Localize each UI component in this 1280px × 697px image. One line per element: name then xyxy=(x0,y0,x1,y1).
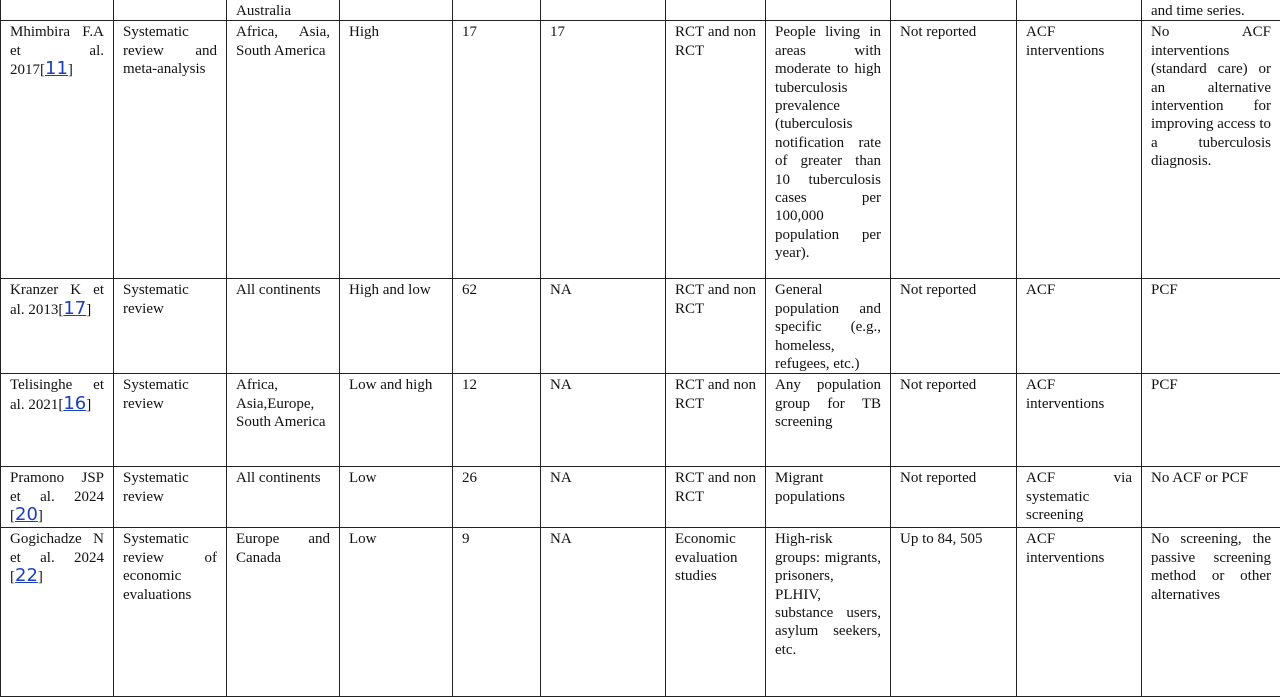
table-cell-study-type: Systematic review and meta-analysis xyxy=(114,21,227,279)
table-cell-n-included: NA xyxy=(541,528,666,697)
table-cell-sample: Up to 84, 505 xyxy=(891,528,1017,697)
table-cell-population: High-risk groups: migrants, prisoners, PLHIV, substance users, asylum seekers, etc. xyxy=(766,528,891,697)
table-cell-intervention: ACF interventions xyxy=(1017,374,1142,467)
table-cell-author: Gogichadze N et al. 2024 [22] xyxy=(1,528,114,697)
table-cell xyxy=(1,0,114,21)
table-cell-n-studies: 12 xyxy=(453,374,541,467)
table-cell-comparator: PCF xyxy=(1142,279,1280,374)
table-cell-design: RCT and non RCT xyxy=(666,21,766,279)
table-cell-n-studies: 26 xyxy=(453,467,541,528)
table-cell xyxy=(1017,0,1142,21)
table-cell-population: Migrant populations xyxy=(766,467,891,528)
table-cell-burden: High and low xyxy=(340,279,453,374)
table-cell-burden: Low and high xyxy=(340,374,453,467)
table-cell-n-included: 17 xyxy=(541,21,666,279)
table-cell-comparator: and time series. xyxy=(1142,0,1280,21)
table-cell-sample: Not reported xyxy=(891,374,1017,467)
table-cell-population: People living in areas with moderate to high tuberculosis prevalence (tuberculosis notification rate of greater than 10 tuberculosis cases per 100,000 population per year). xyxy=(766,21,891,279)
citation-link[interactable]: 20 xyxy=(15,504,38,525)
table-cell-region: All continents xyxy=(227,279,340,374)
table-cell-n-included: NA xyxy=(541,467,666,528)
table-cell-study-type: Systematic review xyxy=(114,279,227,374)
table-cell-study-type: Systematic review of economic evaluations xyxy=(114,528,227,697)
table-cell xyxy=(766,0,891,21)
citation-link[interactable]: 16 xyxy=(63,393,86,414)
table-cell-comparator: No ACF or PCF xyxy=(1142,467,1280,528)
table-cell-n-included: NA xyxy=(541,374,666,467)
table-row xyxy=(1,279,1280,374)
table-cell xyxy=(541,0,666,21)
table-cell xyxy=(891,0,1017,21)
table-cell-n-studies: 17 xyxy=(453,21,541,279)
table-cell-study-type: Systematic review xyxy=(114,374,227,467)
table-cell-author: Pramono JSP et al. 2024 [20] xyxy=(1,467,114,528)
table-cell-intervention: ACF interventions xyxy=(1017,21,1142,279)
table-cell-design: RCT and non RCT xyxy=(666,374,766,467)
citation-link[interactable]: 22 xyxy=(15,565,38,586)
author-text: Gogichadze N et al. 2024 xyxy=(10,531,104,565)
table-row xyxy=(1,374,1280,467)
table-row xyxy=(1,21,1280,279)
table-cell-comparator: No ACF interventions (standard care) or an alternative intervention for improving access to a tuberculosis diagnosis. xyxy=(1142,21,1280,279)
table-cell-study-type: Systematic review xyxy=(114,467,227,528)
table-cell-comparator: No screening, the passive screening method or other alternatives xyxy=(1142,528,1280,697)
table-cell-region: Africa, Asia, South America xyxy=(227,21,340,279)
table-cell-design: RCT and non RCT xyxy=(666,279,766,374)
table-cell-author: Telisinghe et al. 2021[16] xyxy=(1,374,114,467)
table-cell-region: Europe and Canada xyxy=(227,528,340,697)
table-cell-region: All continents xyxy=(227,467,340,528)
table-cell-sample: Not reported xyxy=(891,467,1017,528)
table-cell-sample: Not reported xyxy=(891,279,1017,374)
table-cell-burden: Low xyxy=(340,528,453,697)
table-cell-author: Kranzer K et al. 2013[17] xyxy=(1,279,114,374)
author-text: Mhimbira F.A et al. 2017 xyxy=(10,24,104,78)
table-cell-sample: Not reported xyxy=(891,21,1017,279)
table-row xyxy=(1,528,1280,697)
table-cell-intervention: ACF interventions xyxy=(1017,528,1142,697)
table-row xyxy=(1,467,1280,528)
citation-link[interactable]: 17 xyxy=(63,298,86,319)
table-cell-burden: High xyxy=(340,21,453,279)
table-cell xyxy=(453,0,541,21)
table-cell-population: Any population group for TB screening xyxy=(766,374,891,467)
author-text: Telisinghe et al. 2021 xyxy=(10,377,104,412)
author-text: Kranzer K et al. 2013 xyxy=(10,282,104,317)
table-cell-design: Economic evaluation studies xyxy=(666,528,766,697)
table-cell xyxy=(114,0,227,21)
table-cell-region: Africa, Asia,Europe, South America xyxy=(227,374,340,467)
table-cell-n-included: NA xyxy=(541,279,666,374)
table-cell-n-studies: 9 xyxy=(453,528,541,697)
table-cell-population: General population and specific (e.g., homeless, refugees, etc.) xyxy=(766,279,891,374)
table-cell-intervention: ACF via systematic screening xyxy=(1017,467,1142,528)
table-cell-n-studies: 62 xyxy=(453,279,541,374)
table-cell-comparator: PCF xyxy=(1142,374,1280,467)
table-cell xyxy=(666,0,766,21)
table-row-continued xyxy=(1,0,1280,21)
table-cell-region: Australia xyxy=(227,0,340,21)
table-cell-design: RCT and non RCT xyxy=(666,467,766,528)
table-cell-burden: Low xyxy=(340,467,453,528)
table-cell-intervention: ACF xyxy=(1017,279,1142,374)
table-cell xyxy=(340,0,453,21)
citation-link[interactable]: 11 xyxy=(45,58,68,79)
author-text: Pramono JSP et al. 2024 xyxy=(10,470,104,504)
table-cell-author: Mhimbira F.A et al. 2017[11] xyxy=(1,21,114,279)
